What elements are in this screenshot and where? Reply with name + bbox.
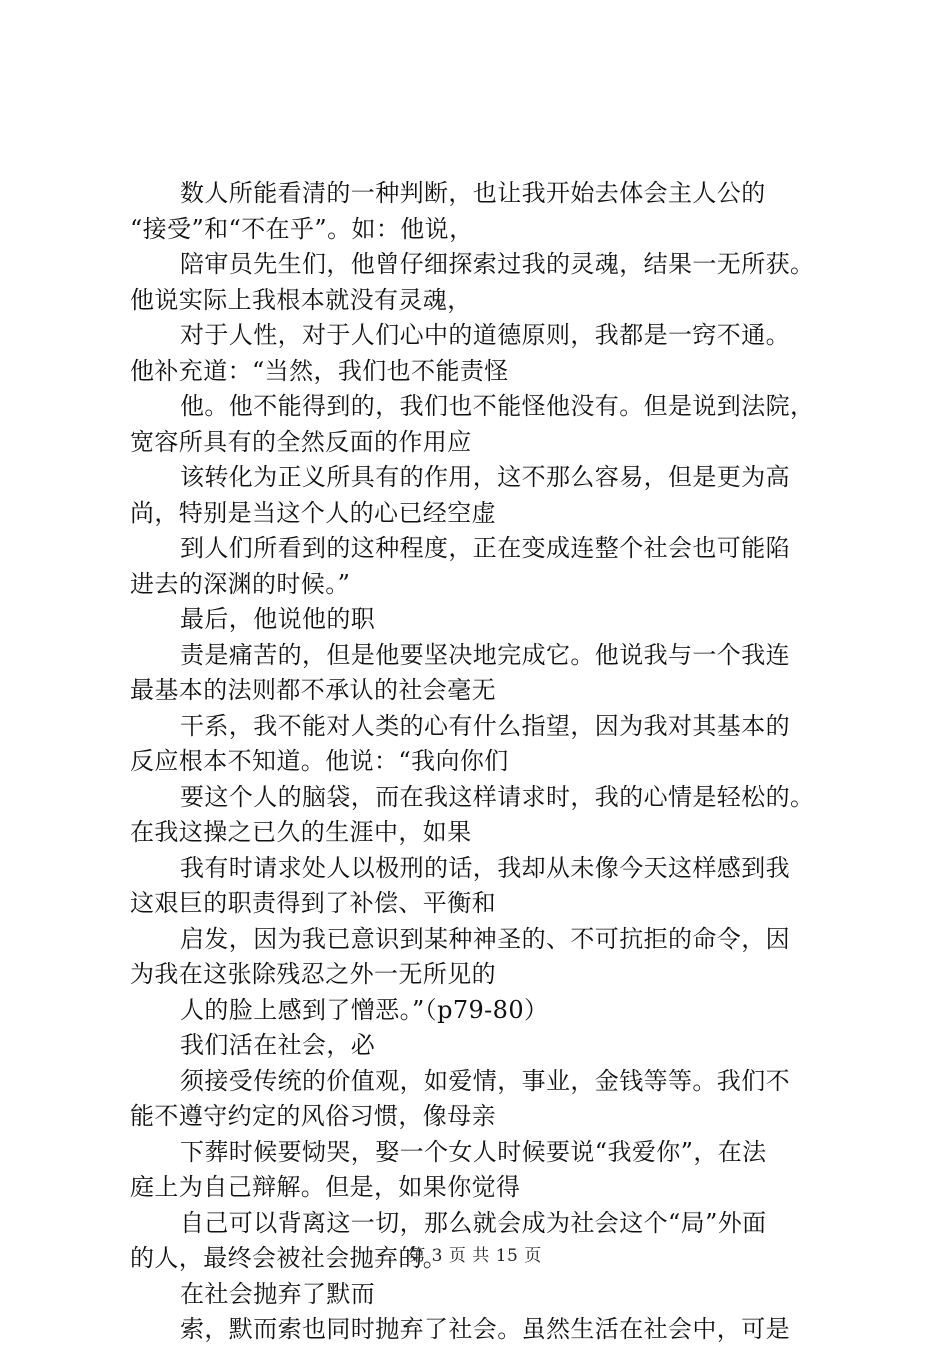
text-line: 我有时请求处人以极刑的话，我却从未像今天这样感到我 [180,853,790,882]
text-line: 下葬时候要恸哭，娶一个女人时候要说“我爱你”，在法 [180,1137,767,1166]
text-line: 到人们所看到的这种程度，正在变成连整个社会也可能陷 [180,534,790,562]
text-line: 宽容所具有的全然反面的作用应 [130,427,472,456]
text-line: 反应根本不知道。他说：“我向你们 [130,747,509,775]
text-line: 尚，特别是当这个人的心已经空虚 [130,498,496,527]
text-line: 我们活在社会，必 [180,1031,376,1059]
text-line: 人的脸上感到了憎恶。”（p79-80） [180,995,549,1024]
text-line: 自己可以背离这一切，那么就会成为社会这个“局”外面 [180,1208,767,1237]
text-line: 庭上为自己辩解。但是，如果你觉得 [130,1173,521,1201]
text-line: 他补充道：“当然，我们也不能责怪 [130,356,509,385]
text-line: 须接受传统的价值观，如爱情，事业，金钱等等。我们不 [180,1066,790,1095]
text-line: 该转化为正义所具有的作用，这不那么容易，但是更为高 [180,463,790,491]
text-line: 他。他不能得到的，我们也不能怪他没有。但是说到法院， [180,392,815,420]
text-line: 责是痛苦的，但是他要坚决地完成它。他说我与一个我连 [180,640,790,669]
text-line: 进去的深渊的时候。” [130,569,351,598]
text-line: 数人所能看清的一种判断，也让我开始去体会主人公的 [180,179,766,207]
text-line: 为我在这张除残忍之外一无所见的 [130,960,496,988]
text-line: 陪审员先生们，他曾仔细探索过我的灵魂，结果一无所获。 [180,250,815,278]
text-line: 在我这操之已久的生涯中，如果 [130,818,472,846]
text-line: “接受”和“不在乎”。如：他说， [130,214,474,243]
text-line: 启发，因为我已意识到某种神圣的、不可抗拒的命令，因 [180,924,790,953]
text-line: 对于人性，对于人们心中的道德原则，我都是一窍不通。 [180,321,790,349]
text-line: 干系，我不能对人类的心有什么指望，因为我对其基本的 [180,711,790,740]
text-line: 他说实际上我根本就没有灵魂， [130,285,472,314]
text-line: 要这个人的脑袋，而在我这样请求时，我的心情是轻松的。 [180,782,815,811]
text-line: 在社会抛弃了默而 [180,1279,376,1308]
body-text [130,176,830,1348]
text-line: 这艰巨的职责得到了补偿、平衡和 [130,889,496,917]
text-line: 索，默而索也同时抛弃了社会。虽然生活在社会中，可是 [180,1315,790,1343]
text-line: 的人，最终会被社会抛弃的。 [130,1244,448,1272]
text-line: 最基本的法则都不承认的社会毫无 [130,676,496,704]
page-footer: 第 3 页 共 15 页 [408,1246,542,1266]
text-line: 最后，他说他的职 [180,605,376,633]
text-line: 能不遵守约定的风俗习惯，像母亲 [130,1102,496,1130]
